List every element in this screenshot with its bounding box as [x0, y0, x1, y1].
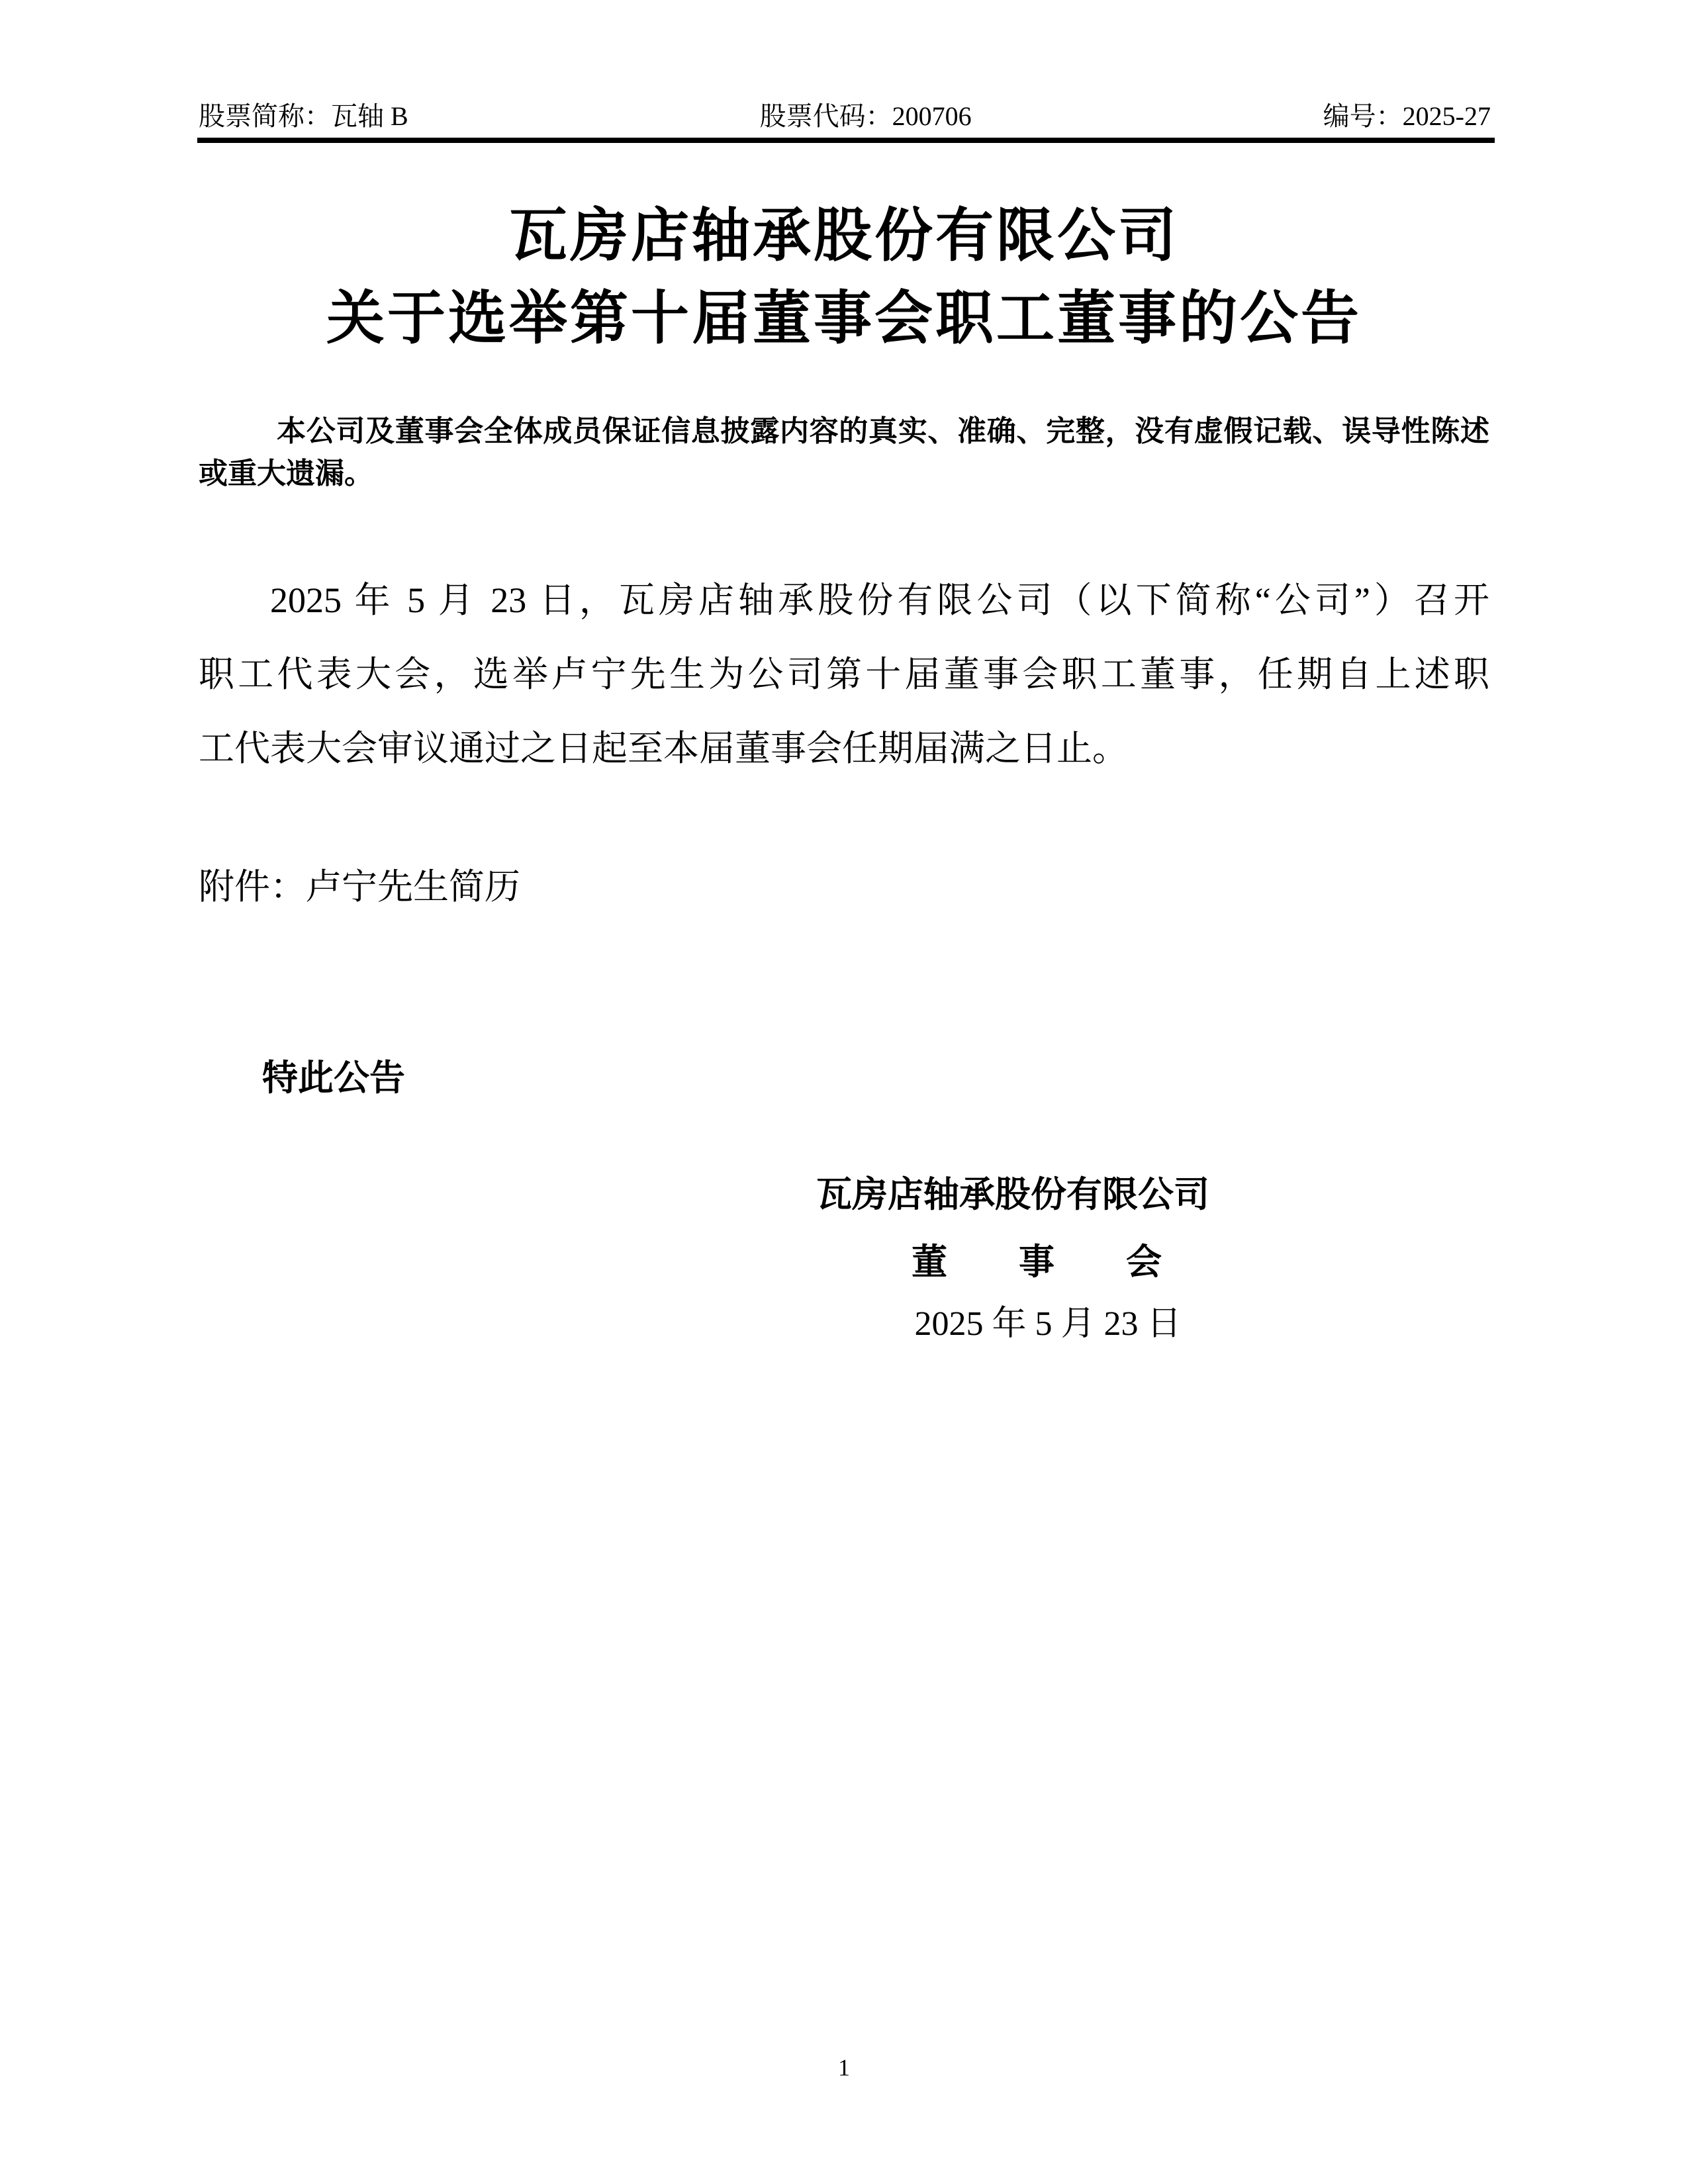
stock-code: 股票代码：200706	[759, 101, 972, 131]
document-header	[199, 101, 1491, 132]
page-title	[199, 195, 1489, 361]
title-company-name: 瓦房店轴承股份有限公司	[508, 205, 1179, 269]
header-divider-rule	[197, 138, 1495, 143]
title-announcement-subject: 关于选举第十届董事会职工董事的公告	[326, 287, 1362, 351]
signature-board-of-directors: 董 事 会	[912, 1242, 1162, 1282]
signature-date: 2025 年 5 月 23 日	[914, 1305, 1182, 1343]
signature-company-name: 瓦房店轴承股份有限公司	[816, 1175, 1209, 1214]
disclaimer-statement	[199, 410, 1489, 495]
attachment-line: 附件：卢宁先生简历	[199, 867, 520, 907]
body-paragraph	[199, 563, 1489, 786]
body-line-1: 2025 年 5 月 23 日，瓦房店轴承股份有限公司（以下简称“公司”）召开	[270, 580, 1489, 620]
body-line-3: 工代表大会审议通过之日起至本届董事会任期届满之日止。	[199, 729, 1128, 768]
stock-short-name: 股票简称：瓦轴 B	[199, 101, 408, 131]
body-line-2: 职工代表大会，选举卢宁先生为公司第十届董事会职工董事，任期自上述职	[199, 655, 1489, 694]
disclaimer-line-1: 本公司及董事会全体成员保证信息披露内容的真实、准确、完整，没有虚假记载、误导性陈述	[277, 415, 1489, 447]
disclaimer-line-2: 或重大遗漏。	[199, 457, 373, 490]
doc-number: 编号：2025-27	[1323, 101, 1491, 131]
page-number: 1	[838, 2054, 850, 2081]
closing-line: 特此公告	[262, 1058, 405, 1098]
